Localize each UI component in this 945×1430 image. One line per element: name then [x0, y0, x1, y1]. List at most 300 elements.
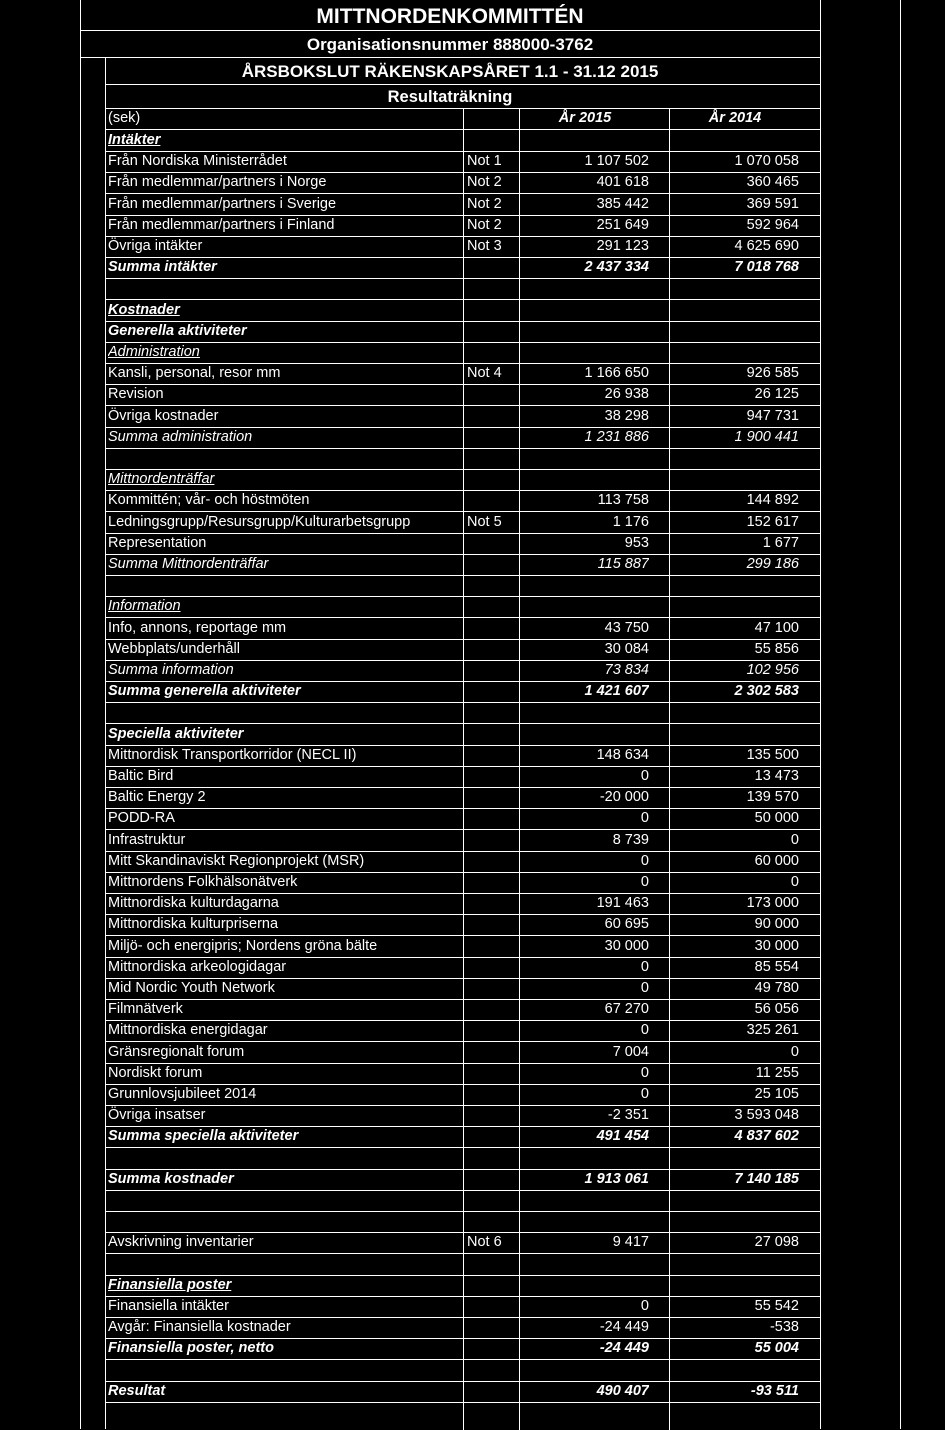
note-ref	[467, 1360, 517, 1381]
table-row	[0, 533, 945, 554]
note-ref	[467, 660, 517, 681]
value-2015	[521, 321, 649, 342]
row-label: Avskrivning inventarier	[108, 1234, 254, 1251]
table-row	[0, 808, 945, 829]
value-2014	[671, 1190, 799, 1211]
grid-hline	[105, 469, 821, 470]
note-ref	[467, 766, 517, 787]
note-ref	[467, 342, 517, 363]
value-2015: 1 176	[612, 513, 649, 530]
value-2015: 251 649	[596, 216, 649, 233]
value-2014	[671, 321, 799, 342]
note-ref	[467, 1190, 517, 1211]
grid-hline	[105, 935, 821, 936]
value-2014	[671, 575, 799, 596]
grid-hline	[105, 1381, 821, 1382]
note-ref	[467, 1063, 517, 1084]
note-ref	[467, 406, 517, 427]
note-ref	[467, 851, 517, 872]
grid-hline	[105, 511, 821, 512]
row-label: Ledningsgrupp/Resursgrupp/Kulturarbetsgrupp	[108, 513, 411, 530]
value-2015: 115 887	[597, 556, 649, 572]
note-ref	[467, 257, 517, 278]
value-2015: 401 618	[596, 174, 649, 191]
year-2014-header: År 2014	[708, 110, 762, 126]
value-2015: 67 270	[604, 1001, 649, 1018]
value-2014: 55 004	[754, 1340, 799, 1357]
value-2015: 490 407	[596, 1382, 649, 1399]
note-ref	[467, 321, 517, 342]
note-ref	[467, 554, 517, 575]
value-2015: -24 449	[599, 1340, 649, 1357]
grid-hline	[105, 766, 821, 767]
note-ref	[467, 1211, 517, 1232]
column-header-row	[0, 108, 945, 129]
table-row	[0, 893, 945, 914]
grid-vline	[900, 0, 901, 1429]
row-label	[108, 278, 462, 299]
unit-label: (sek)	[108, 110, 141, 126]
grid-hline	[105, 427, 821, 428]
organization-number: Organisationsnummer 888000-3762	[306, 35, 594, 54]
table-row	[0, 787, 945, 808]
note-ref	[467, 1338, 517, 1359]
note-ref	[467, 1275, 517, 1296]
table-row	[0, 618, 945, 639]
value-2014: 7 140 185	[734, 1170, 799, 1187]
table-row	[0, 766, 945, 787]
table-row	[0, 1042, 945, 1063]
value-2015	[521, 130, 649, 151]
table-row	[0, 978, 945, 999]
value-2015: 1 107 502	[584, 153, 649, 170]
table-row	[0, 490, 945, 511]
table-row	[0, 1020, 945, 1041]
value-2015: 26 938	[604, 386, 649, 403]
row-label	[108, 1190, 462, 1211]
value-2015: 113 758	[597, 492, 649, 509]
row-label: Summa kostnader	[108, 1170, 234, 1187]
value-2015: -24 449	[599, 1319, 649, 1336]
note-ref	[467, 1317, 517, 1338]
value-2015: 0	[640, 810, 649, 827]
value-2015	[521, 469, 649, 490]
row-label: Summa information	[108, 662, 234, 678]
table-row	[0, 702, 945, 723]
note-ref	[467, 130, 517, 151]
value-2014	[671, 448, 799, 469]
note-ref: Not 2	[467, 174, 502, 191]
value-2014	[671, 1254, 799, 1275]
value-2015: 30 084	[604, 640, 649, 657]
value-2014: 27 098	[754, 1234, 799, 1251]
row-label: Mitt Skandinaviskt Regionprojekt (MSR)	[108, 852, 365, 869]
row-label: Webbplats/underhåll	[108, 640, 240, 657]
table-row	[0, 1148, 945, 1169]
note-ref	[467, 1084, 517, 1105]
row-label: Från medlemmar/partners i Norge	[108, 174, 327, 191]
grid-hline	[105, 1126, 821, 1127]
value-2014	[671, 1275, 799, 1296]
table-row	[0, 1360, 945, 1381]
note-ref	[467, 745, 517, 766]
note-ref: Not 2	[467, 195, 502, 212]
note-ref	[467, 1126, 517, 1147]
value-2014: 0	[790, 1043, 799, 1060]
value-2014: 30 000	[754, 937, 799, 954]
row-label	[108, 1211, 462, 1232]
table-row	[0, 512, 945, 533]
row-label: Summa administration	[108, 428, 253, 445]
table-row	[0, 300, 945, 321]
value-2015: 1 421 607	[584, 683, 649, 700]
grid-hline	[105, 1147, 821, 1148]
grid-hline	[80, 57, 821, 58]
table-row	[0, 554, 945, 575]
grid-hline	[105, 596, 821, 597]
grid-hline	[105, 1020, 821, 1021]
grid-hline	[80, 30, 821, 31]
table-row	[0, 596, 945, 617]
note-ref	[467, 533, 517, 554]
grid-hline	[105, 978, 821, 979]
table-row	[0, 724, 945, 745]
note-ref: Not 6	[467, 1234, 502, 1251]
grid-hline	[105, 108, 821, 109]
table-row	[0, 914, 945, 935]
grid-hline	[105, 660, 821, 661]
value-2014	[671, 702, 799, 723]
row-label	[108, 702, 462, 723]
table-row	[0, 321, 945, 342]
value-2014: 55 856	[754, 640, 799, 657]
table-row	[0, 1254, 945, 1275]
grid-hline	[105, 1296, 821, 1297]
note-ref	[467, 575, 517, 596]
value-2015	[521, 596, 649, 617]
grid-hline	[105, 405, 821, 406]
value-2014	[671, 278, 799, 299]
table-row	[0, 363, 945, 384]
note-ref	[467, 702, 517, 723]
value-2014: 947 731	[746, 407, 799, 424]
note-ref: Not 4	[467, 365, 502, 382]
row-label: Miljö- och energipris; Nordens gröna bälte	[108, 937, 378, 954]
table-row	[0, 999, 945, 1020]
grid-hline	[105, 999, 821, 1000]
value-2014: 50 000	[754, 810, 799, 827]
grid-hline	[105, 554, 821, 555]
statement-title: Resultaträkning	[387, 88, 513, 106]
note-ref	[467, 639, 517, 660]
note-ref	[467, 1042, 517, 1063]
table-row	[0, 660, 945, 681]
grid-hline	[105, 257, 821, 258]
value-2014: 102 956	[746, 662, 799, 678]
value-2014: 4 625 690	[734, 238, 799, 254]
grid-hline	[105, 1338, 821, 1339]
table-row	[0, 406, 945, 427]
value-2014: 25 105	[754, 1086, 799, 1102]
note-ref	[467, 957, 517, 978]
value-2014: 85 554	[754, 958, 799, 975]
grid-hline	[105, 448, 821, 449]
value-2015: 1 166 650	[584, 365, 649, 382]
value-2014: 325 261	[746, 1022, 799, 1039]
value-2015: 7 004	[612, 1043, 649, 1060]
grid-vline	[105, 57, 106, 1429]
note-ref	[467, 1296, 517, 1317]
value-2015	[521, 1360, 649, 1381]
row-label: Infrastruktur	[108, 831, 186, 848]
table-row	[0, 957, 945, 978]
row-label: Mittnordenträffar	[108, 471, 215, 488]
row-label: Administration	[108, 344, 200, 360]
year-2015-header: År 2015	[558, 110, 612, 126]
note-ref	[467, 1148, 517, 1169]
value-2015: 2 437 334	[584, 259, 649, 276]
grid-hline	[105, 321, 821, 322]
grid-hline	[105, 745, 821, 746]
organization-name: MITTNORDENKOMMITTÉN	[316, 5, 584, 28]
grid-hline	[105, 914, 821, 915]
value-2015: 0	[640, 958, 649, 975]
value-2014: 369 591	[746, 195, 799, 212]
value-2014: 1 070 058	[734, 153, 799, 170]
note-ref	[467, 808, 517, 829]
note-ref	[467, 300, 517, 321]
row-label: Summa Mittnordenträffar	[108, 556, 269, 572]
note-ref: Not 3	[467, 238, 502, 254]
grid-hline	[105, 278, 821, 279]
row-label: Filmnätverk	[108, 1001, 183, 1018]
grid-hline	[105, 829, 821, 830]
row-label: Från Nordiska Ministerrådet	[108, 153, 287, 170]
row-label: Mittnordiska kulturpriserna	[108, 916, 279, 933]
table-row	[0, 1338, 945, 1359]
value-2015	[521, 1148, 649, 1169]
note-ref	[467, 1254, 517, 1275]
value-2014: -538	[769, 1319, 799, 1336]
value-2014	[671, 1360, 799, 1381]
note-ref: Not 5	[467, 513, 502, 530]
row-label: Baltic Energy 2	[108, 789, 206, 806]
table-row	[0, 151, 945, 172]
grid-hline	[105, 1275, 821, 1276]
note-ref	[467, 914, 517, 935]
note-ref	[467, 1169, 517, 1190]
value-2014: 152 617	[746, 513, 799, 530]
table-row	[0, 1126, 945, 1147]
grid-hline	[105, 1084, 821, 1085]
value-2015: 385 442	[596, 195, 649, 212]
note-ref	[467, 1020, 517, 1041]
row-label: Representation	[108, 534, 207, 551]
value-2015: -2 351	[607, 1107, 649, 1124]
grid-hline	[105, 957, 821, 958]
table-row	[0, 1105, 945, 1126]
row-label: Generella aktiviteter	[108, 322, 247, 339]
note-ref	[467, 448, 517, 469]
grid-hline	[105, 1105, 821, 1106]
value-2014	[671, 130, 799, 151]
value-2014: 299 186	[746, 556, 799, 572]
grid-hline	[105, 872, 821, 873]
grid-hline	[105, 617, 821, 618]
note-ref	[467, 787, 517, 808]
note-ref	[467, 724, 517, 745]
grid-hline	[105, 681, 821, 682]
grid-hline	[105, 1317, 821, 1318]
value-2014: 47 100	[754, 619, 799, 636]
value-2014	[671, 724, 799, 745]
table-row	[0, 745, 945, 766]
row-label: Summa speciella aktiviteter	[108, 1128, 299, 1145]
table-row	[0, 575, 945, 596]
note-ref	[467, 278, 517, 299]
value-2015	[521, 300, 649, 321]
table-row	[0, 384, 945, 405]
row-label	[108, 448, 462, 469]
note-ref	[467, 872, 517, 893]
row-label: Summa intäkter	[108, 259, 217, 276]
value-2015	[521, 702, 649, 723]
row-label: PODD-RA	[108, 810, 175, 827]
value-2015	[521, 1275, 649, 1296]
note-ref	[467, 830, 517, 851]
grid-hline	[105, 1063, 821, 1064]
grid-hline	[105, 172, 821, 173]
row-label: Revision	[108, 386, 164, 403]
table-row	[0, 1190, 945, 1211]
grid-hline	[105, 1402, 821, 1403]
value-2015: 953	[624, 534, 649, 551]
table-row	[0, 1169, 945, 1190]
value-2014: 2 302 583	[734, 683, 799, 700]
value-2015: 1 913 061	[584, 1170, 649, 1187]
value-2015: 0	[640, 1086, 649, 1102]
value-2014: 144 892	[746, 492, 799, 509]
value-2014: 3 593 048	[734, 1107, 799, 1124]
grid-hline	[105, 490, 821, 491]
value-2014: 11 255	[755, 1064, 799, 1081]
note-ref	[467, 469, 517, 490]
value-2014: 926 585	[746, 365, 799, 382]
grid-hline	[105, 84, 821, 85]
row-label: Gränsregionalt forum	[108, 1043, 245, 1060]
table-row	[0, 681, 945, 702]
value-2015	[521, 342, 649, 363]
note-ref	[467, 490, 517, 511]
row-label: Mittnordiska energidagar	[108, 1022, 268, 1039]
value-2015: 9 417	[612, 1234, 649, 1251]
grid-hline	[105, 236, 821, 237]
grid-hline	[105, 215, 821, 216]
value-2015: 60 695	[604, 916, 649, 933]
value-2015: 0	[640, 980, 649, 996]
table-row	[0, 1275, 945, 1296]
grid-hline	[105, 384, 821, 385]
row-label: Mittnordens Folkhälsonätverk	[108, 874, 298, 890]
value-2014	[671, 596, 799, 617]
note-ref: Not 2	[467, 216, 502, 233]
grid-hline	[105, 575, 821, 576]
note-ref	[467, 1105, 517, 1126]
grid-hline	[105, 299, 821, 300]
row-label: Mittnordiska arkeologidagar	[108, 958, 287, 975]
value-2015	[521, 278, 649, 299]
table-row	[0, 469, 945, 490]
row-label: Från medlemmar/partners i Finland	[108, 216, 335, 233]
table-row	[0, 215, 945, 236]
note-ref	[467, 1381, 517, 1402]
note-ref	[467, 427, 517, 448]
note-ref	[467, 384, 517, 405]
value-2014: 49 780	[754, 980, 799, 996]
row-label: Övriga intäkter	[108, 238, 203, 254]
row-label: Resultat	[108, 1382, 166, 1399]
value-2014: 90 000	[754, 916, 799, 933]
table-row	[0, 1232, 945, 1253]
note-ref	[467, 936, 517, 957]
value-2015	[521, 1190, 649, 1211]
value-2015: 30 000	[604, 937, 649, 954]
table-row	[0, 639, 945, 660]
value-2014: 1 900 441	[734, 428, 799, 445]
table-row	[0, 1381, 945, 1402]
value-2015: -20 000	[599, 789, 649, 806]
value-2015: 191 463	[596, 895, 649, 912]
value-2015: 0	[640, 852, 649, 869]
table-row	[0, 872, 945, 893]
row-label: Övriga kostnader	[108, 407, 219, 424]
value-2014: 173 000	[746, 895, 799, 912]
grid-hline	[105, 787, 821, 788]
grid-hline	[105, 1190, 821, 1191]
row-label	[108, 1360, 462, 1381]
grid-hline	[105, 1359, 821, 1360]
table-row	[0, 1296, 945, 1317]
value-2014	[671, 469, 799, 490]
row-label: Summa generella aktiviteter	[108, 683, 301, 700]
value-2014: 0	[790, 874, 799, 890]
value-2015: 0	[640, 1298, 649, 1314]
value-2014: 360 465	[746, 174, 799, 191]
table-row	[0, 257, 945, 278]
table-row	[0, 1211, 945, 1232]
row-label: Information	[108, 598, 181, 615]
value-2014: 0	[790, 831, 799, 848]
grid-hline	[105, 342, 821, 343]
value-2014: 135 500	[746, 746, 799, 763]
note-ref	[467, 618, 517, 639]
table-row	[0, 1063, 945, 1084]
note-ref: Not 1	[467, 153, 502, 170]
row-label: Info, annons, reportage mm	[108, 619, 287, 636]
table-row	[0, 427, 945, 448]
row-label: Finansiella poster	[108, 1276, 232, 1293]
row-label: Från medlemmar/partners i Sverige	[108, 195, 337, 212]
table-row	[0, 851, 945, 872]
value-2015	[521, 1211, 649, 1232]
value-2015: 8 739	[612, 831, 649, 848]
row-label: Kommittén; vår- och höstmöten	[108, 492, 310, 509]
value-2015: 73 834	[604, 662, 649, 678]
value-2015: 0	[640, 874, 649, 890]
value-2015: 43 750	[604, 619, 649, 636]
table-row	[0, 130, 945, 151]
table-row	[0, 278, 945, 299]
